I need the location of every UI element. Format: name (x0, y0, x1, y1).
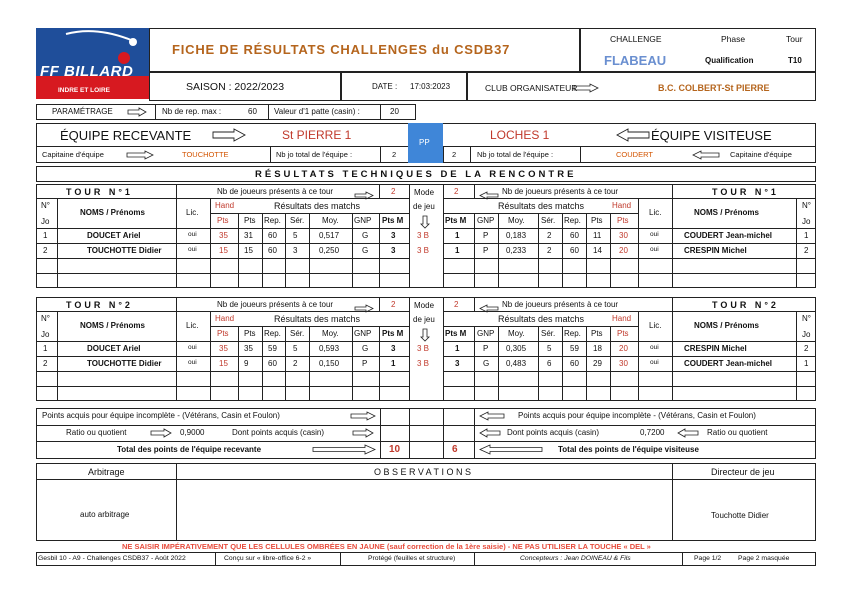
col-lic: Lic. (649, 321, 662, 330)
de-jeu-label: de jeu (413, 202, 435, 211)
grid-line (210, 311, 211, 401)
away-present-value[interactable]: 2 (454, 300, 459, 309)
grid-line (352, 326, 353, 401)
away-ptsm: 1 (455, 344, 460, 353)
nb-rep-value[interactable]: 60 (248, 107, 257, 116)
player-lic[interactable]: oui (188, 344, 197, 351)
away-rep[interactable]: 60 (570, 231, 579, 240)
home-total-label: Total des points de l'équipe recevante (117, 445, 262, 454)
incomplete-home-label: Points acquis pour équipe incomplète - (Vétérans, Casin et Foulon) (42, 411, 280, 420)
away-team-label: ÉQUIPE VISITEUSE (651, 128, 772, 143)
club-value: B.C. COLBERT-St PIERRE (658, 83, 770, 93)
col-hand-pts: Pts (617, 329, 629, 338)
observations-label: OBSERVATIONS (374, 467, 474, 477)
grid-line (262, 326, 263, 401)
player-lic[interactable]: oui (188, 231, 197, 238)
player-ser[interactable]: 2 (293, 359, 298, 368)
grid-line (238, 213, 239, 288)
player-name[interactable]: DOUCET Ariel (87, 231, 141, 240)
col-head: Pts (217, 329, 229, 338)
row-no: 2 (43, 359, 48, 368)
grid-line (379, 184, 380, 198)
arrow-right-icon (212, 128, 246, 142)
col-head: Pts (244, 329, 256, 338)
player-rep[interactable]: 60 (268, 359, 277, 368)
home-ratio-value: 0,9000 (180, 428, 205, 437)
grid-line (498, 213, 499, 288)
challenge-name: FLABEAU (604, 53, 667, 68)
col-jo: Jo (802, 330, 811, 339)
pp-label: PP (419, 138, 430, 147)
away-hand[interactable]: 30 (619, 231, 628, 240)
grid-line (36, 356, 409, 357)
club-label: CLUB ORGANISATEUR (485, 83, 578, 93)
grid-line (538, 326, 539, 401)
grid-line (796, 198, 797, 288)
home-total-value: 10 (389, 444, 401, 455)
grid-line (586, 326, 587, 401)
col-ptsm: Pts M (382, 216, 404, 225)
grid-line (379, 326, 380, 401)
tour-title-away: TOUR N°1 (712, 187, 779, 197)
player-rep[interactable]: 59 (268, 344, 277, 353)
col-head: Rep. (264, 329, 281, 338)
grid-line (285, 213, 286, 288)
home-ratio-label: Ratio ou quotient (66, 428, 127, 437)
grid-line (238, 326, 239, 401)
grid-line (610, 213, 611, 288)
val-patte-value[interactable]: 20 (390, 107, 399, 116)
col-head: Rep. (564, 329, 581, 338)
away-moy: 0,183 (506, 231, 527, 240)
grid-line (672, 184, 673, 288)
away-pts[interactable]: 14 (593, 246, 602, 255)
grid-line (672, 297, 673, 401)
col-results: Résultats des matchs (274, 314, 361, 324)
away-rep[interactable]: 59 (570, 344, 579, 353)
grid-line (176, 184, 177, 288)
player-pts[interactable]: 35 (244, 344, 253, 353)
arrow-right-icon (352, 428, 374, 438)
grid-line (262, 213, 263, 288)
away-ptsm: 1 (455, 231, 460, 240)
incomplete-away-label: Points acquis pour équipe incomplète - (Vétérans, Casin et Foulon) (518, 411, 756, 420)
col-names: NOMS / Prénoms (694, 321, 759, 330)
col-head: GNP (354, 216, 372, 225)
saison-text: SAISON : 2022/2023 (186, 81, 285, 93)
away-rep[interactable]: 60 (570, 246, 579, 255)
grid-line (379, 213, 380, 288)
row-no: 1 (43, 231, 48, 240)
player-hand[interactable]: 15 (219, 359, 228, 368)
grid-line (409, 184, 410, 288)
arrow-left-icon (677, 428, 699, 438)
away-player-name[interactable]: CRESPIN Michel (684, 344, 747, 353)
player-ptsm: 1 (391, 359, 396, 368)
tour-label: Tour (786, 34, 803, 44)
grid-line (474, 297, 475, 311)
grid-line (796, 311, 797, 401)
away-captain-label: Capitaine d'équipe (730, 150, 792, 159)
col-head: GNP (477, 216, 495, 225)
player-hand[interactable]: 35 (219, 344, 228, 353)
col-ptsm: Pts M (382, 329, 404, 338)
away-gnp: G (483, 359, 490, 368)
col-lic: Lic. (186, 208, 199, 217)
away-ser[interactable]: 2 (547, 231, 552, 240)
away-row-no: 2 (804, 344, 809, 353)
directeur-label: Directeur de jeu (711, 467, 775, 477)
date-label: DATE : (372, 82, 398, 91)
player-moy: 0,593 (319, 344, 340, 353)
arrow-right-icon (126, 150, 154, 160)
col-head: Pts (591, 329, 603, 338)
grid-line (36, 386, 409, 387)
home-captain-label: Capitaine d'équipe (42, 150, 104, 159)
col-no: N° (41, 201, 50, 210)
logo-main-text: FF BILLARD (40, 63, 134, 80)
away-player-name[interactable]: CRESPIN Michel (684, 246, 747, 255)
col-ptsm: Pts M (445, 329, 467, 338)
mode-label: Mode (414, 301, 435, 310)
away-ptsm: 3 (455, 359, 460, 368)
away-ser[interactable]: 5 (547, 344, 552, 353)
home-nb-jo: 2 (392, 150, 397, 159)
arrow-right-icon (350, 411, 376, 421)
phase-label: Phase (721, 34, 746, 44)
footer-page: Page 1/2 (694, 555, 722, 562)
grid-line (210, 198, 211, 288)
grid-line (57, 228, 58, 288)
home-present-label: Nb de joueurs présents à ce tour (217, 187, 334, 196)
player-hand[interactable]: 15 (219, 246, 228, 255)
away-gnp: P (483, 231, 489, 240)
player-ptsm: 3 (391, 231, 396, 240)
col-results: Résultats des matchs (498, 201, 585, 211)
grid-line (443, 297, 444, 401)
away-total-value: 6 (452, 444, 458, 455)
footer-concepteurs: Concepteurs : Jean DOINEAU & Fils (520, 555, 631, 562)
grid-line (36, 258, 409, 259)
col-head: Rep. (564, 216, 581, 225)
grid-line (176, 297, 177, 401)
ffbillard-logo (36, 28, 149, 99)
arrow-right-icon (127, 107, 147, 117)
away-total-label: Total des points de l'équipe visiteuse (558, 445, 699, 454)
arrow-right-icon (312, 444, 376, 455)
player-moy: 0,250 (319, 246, 340, 255)
col-head: Moy. (322, 329, 339, 338)
away-moy: 0,483 (506, 359, 527, 368)
player-pts[interactable]: 15 (244, 246, 253, 255)
col-head: GNP (354, 329, 372, 338)
away-gnp: P (483, 344, 489, 353)
col-head: Moy. (322, 216, 339, 225)
arrow-down-icon (420, 328, 430, 342)
tour-title: TOUR N°2 (66, 300, 133, 310)
home-team-name[interactable]: St PIERRE 1 (282, 128, 352, 142)
away-nb-jo-label: Nb jo total de l'équipe : (477, 150, 554, 159)
footer-concu: Conçu sur « libre-office 6-2 » (224, 555, 312, 562)
player-mode[interactable]: 3 B (417, 359, 430, 368)
away-lic[interactable]: oui (650, 231, 659, 238)
player-hand[interactable]: 35 (219, 231, 228, 240)
away-hand[interactable]: 20 (619, 246, 628, 255)
col-head: Sér. (541, 329, 556, 338)
observations-area[interactable] (176, 480, 672, 541)
col-hand: Hand (612, 314, 632, 323)
phase-value: Qualification (705, 56, 754, 65)
val-patte-label: Valeur d'1 patte (casin) : (274, 107, 360, 116)
grid-line (610, 326, 611, 401)
grid-line (352, 213, 353, 288)
player-ptsm: 3 (391, 344, 396, 353)
home-team-label: ÉQUIPE RECEVANTE (60, 128, 192, 143)
away-lic[interactable]: oui (650, 344, 659, 351)
tour-title: TOUR N°1 (66, 187, 133, 197)
col-hand: Hand (215, 314, 235, 323)
away-row-no: 1 (804, 359, 809, 368)
grid-line (36, 243, 409, 244)
arbitrage-label: Arbitrage (88, 467, 125, 477)
grid-line (474, 184, 475, 198)
home-casin-label: Dont points acquis (casin) (232, 428, 325, 437)
away-lic[interactable]: oui (650, 246, 659, 253)
col-names: NOMS / Prénoms (694, 208, 759, 217)
player-ptsm: 3 (391, 246, 396, 255)
away-gnp: P (483, 246, 489, 255)
col-head: Pts (591, 216, 603, 225)
col-head: Sér. (290, 216, 305, 225)
col-jo: Jo (802, 217, 811, 226)
away-moy: 0,233 (506, 246, 527, 255)
date-value: 17:03:2023 (410, 82, 451, 91)
player-gnp: G (362, 246, 369, 255)
grid-line (443, 184, 444, 288)
grid-line (538, 213, 539, 288)
arrow-left-icon (479, 428, 501, 438)
warning-text: NE SAISIR IMPÉRATIVEMENT QUE LES CELLULES OMBRÉES EN JAUNE (sauf correction de la 1ère saisie) - NE PAS UTILISER LA TOUCHE « DEL » (122, 542, 651, 551)
player-gnp: G (362, 231, 369, 240)
away-pts[interactable]: 11 (593, 231, 602, 240)
player-lic[interactable]: oui (188, 359, 197, 366)
col-head: Sér. (290, 329, 305, 338)
away-pts[interactable]: 18 (593, 344, 602, 353)
col-lic: Lic. (649, 208, 662, 217)
grid-line (638, 198, 639, 288)
player-lic[interactable]: oui (188, 246, 197, 253)
away-nb-jo: 2 (452, 150, 457, 159)
col-hand: Hand (612, 201, 632, 210)
away-team-name[interactable]: LOCHES 1 (490, 128, 550, 142)
logo-sub-text: INDRE ET LOIRE (58, 87, 111, 94)
away-ptsm: 1 (455, 246, 460, 255)
home-captain[interactable]: TOUCHOTTE (182, 150, 229, 159)
away-captain[interactable]: COUDERT (616, 150, 653, 159)
away-ratio-value: 0,7200 (640, 428, 665, 437)
away-present-label: Nb de joueurs présents à ce tour (502, 187, 619, 196)
away-row-no: 2 (804, 246, 809, 255)
arrow-right-icon (150, 428, 172, 438)
player-mode[interactable]: 3 B (417, 231, 430, 240)
col-head: Moy. (508, 329, 525, 338)
home-nb-jo-label: Nb jo total de l'équipe : (276, 150, 353, 159)
player-mode[interactable]: 3 B (417, 246, 430, 255)
player-gnp: G (362, 344, 369, 353)
grid-line (36, 371, 409, 372)
grid-line (562, 213, 563, 288)
player-name[interactable]: DOUCET Ariel (87, 344, 141, 353)
arrow-right-icon (354, 300, 374, 309)
directeur-value[interactable]: Touchotte Didier (711, 511, 769, 520)
player-moy: 0,150 (319, 359, 340, 368)
arrow-left-icon (479, 411, 505, 421)
col-jo: Jo (41, 330, 50, 339)
away-hand[interactable]: 20 (619, 344, 628, 353)
grid-line (562, 326, 563, 401)
col-head: Moy. (508, 216, 525, 225)
player-moy: 0,517 (319, 231, 340, 240)
col-ptsm: Pts M (445, 216, 467, 225)
col-head: Pts (244, 216, 256, 225)
player-gnp: P (362, 359, 368, 368)
player-ser[interactable]: 5 (293, 344, 298, 353)
col-head: Pts (217, 216, 229, 225)
player-pts[interactable]: 31 (244, 231, 253, 240)
nb-rep-label: Nb de rep. max : (162, 107, 222, 116)
grid-line (309, 213, 310, 288)
grid-line (36, 228, 409, 229)
home-present-label: Nb de joueurs présents à ce tour (217, 300, 334, 309)
away-rep[interactable]: 60 (570, 359, 579, 368)
away-ratio-label: Ratio ou quotient (707, 428, 768, 437)
away-moy: 0,305 (506, 344, 527, 353)
grid-line (285, 326, 286, 401)
grid-line (36, 341, 409, 342)
away-pts[interactable]: 29 (593, 359, 602, 368)
player-ser[interactable]: 5 (293, 231, 298, 240)
grid-line (443, 326, 638, 327)
grid-line (474, 326, 475, 401)
arrow-left-icon (692, 150, 720, 160)
arrow-left-icon (479, 444, 543, 455)
arrow-down-icon (420, 215, 430, 229)
grid-line (498, 326, 499, 401)
player-pts[interactable]: 9 (244, 359, 249, 368)
tour-title-away: TOUR N°2 (712, 300, 779, 310)
away-hand[interactable]: 30 (619, 359, 628, 368)
player-rep[interactable]: 60 (268, 246, 277, 255)
arrow-left-icon (616, 128, 650, 142)
col-no: N° (802, 201, 811, 210)
away-player-name[interactable]: COUDERT Jean-michel (684, 231, 773, 240)
away-present-value[interactable]: 2 (454, 187, 459, 196)
page-title: FICHE DE RÉSULTATS CHALLENGES du CSDB37 (172, 42, 511, 57)
player-mode[interactable]: 3 B (417, 344, 430, 353)
col-head: Rep. (264, 216, 281, 225)
col-head: GNP (477, 329, 495, 338)
col-lic: Lic. (186, 321, 199, 330)
tour-value: T10 (788, 56, 802, 65)
row-no: 1 (43, 344, 48, 353)
grid-line (379, 297, 380, 311)
arbitrage-value[interactable]: auto arbitrage (80, 510, 130, 519)
away-lic[interactable]: oui (650, 359, 659, 366)
param-label: PARAMÉTRAGE (52, 107, 113, 116)
col-jo: Jo (41, 217, 50, 226)
footer-protege: Protégé (feuilles et structure) (368, 555, 456, 562)
mode-label: Mode (414, 188, 435, 197)
col-hand-pts: Pts (617, 216, 629, 225)
footer-version: Gesbil 10 - A9 - Challenges CSDB37 - Août 2022 (38, 555, 186, 562)
challenge-label: CHALLENGE (610, 34, 662, 44)
col-results: Résultats des matchs (498, 314, 585, 324)
grid-line (309, 326, 310, 401)
grid-line (586, 213, 587, 288)
away-casin-label: Dont points acquis (casin) (507, 428, 600, 437)
col-no: N° (41, 314, 50, 323)
player-ser[interactable]: 3 (293, 246, 298, 255)
away-player-name[interactable]: COUDERT Jean-michel (684, 359, 773, 368)
arrow-left-icon (479, 187, 499, 196)
footer-page-hidden: Page 2 masquée (738, 555, 790, 562)
col-hand: Hand (215, 201, 235, 210)
home-present-value[interactable]: 2 (391, 187, 396, 196)
away-present-label: Nb de joueurs présents à ce tour (502, 300, 619, 309)
de-jeu-label: de jeu (413, 315, 435, 324)
section-title: RÉSULTATS TECHNIQUES DE LA RENCONTRE (255, 169, 577, 180)
grid-line (638, 311, 639, 401)
away-ser[interactable]: 6 (547, 359, 552, 368)
arrow-right-icon (573, 83, 599, 93)
home-present-value[interactable]: 2 (391, 300, 396, 309)
arrow-right-icon (354, 187, 374, 196)
grid-line (474, 213, 475, 288)
col-names: NOMS / Prénoms (80, 321, 145, 330)
col-no: N° (802, 314, 811, 323)
player-rep[interactable]: 60 (268, 231, 277, 240)
col-head: Sér. (541, 216, 556, 225)
arrow-left-icon (479, 300, 499, 309)
col-names: NOMS / Prénoms (80, 208, 145, 217)
grid-line (36, 273, 409, 274)
player-name[interactable]: TOUCHOTTE Didier (87, 246, 162, 255)
grid-line (57, 341, 58, 401)
away-row-no: 1 (804, 231, 809, 240)
grid-line (443, 213, 638, 214)
grid-line (409, 297, 410, 401)
col-results: Résultats des matchs (274, 201, 361, 211)
row-no: 2 (43, 246, 48, 255)
player-name[interactable]: TOUCHOTTE Didier (87, 359, 162, 368)
away-ser[interactable]: 2 (547, 246, 552, 255)
